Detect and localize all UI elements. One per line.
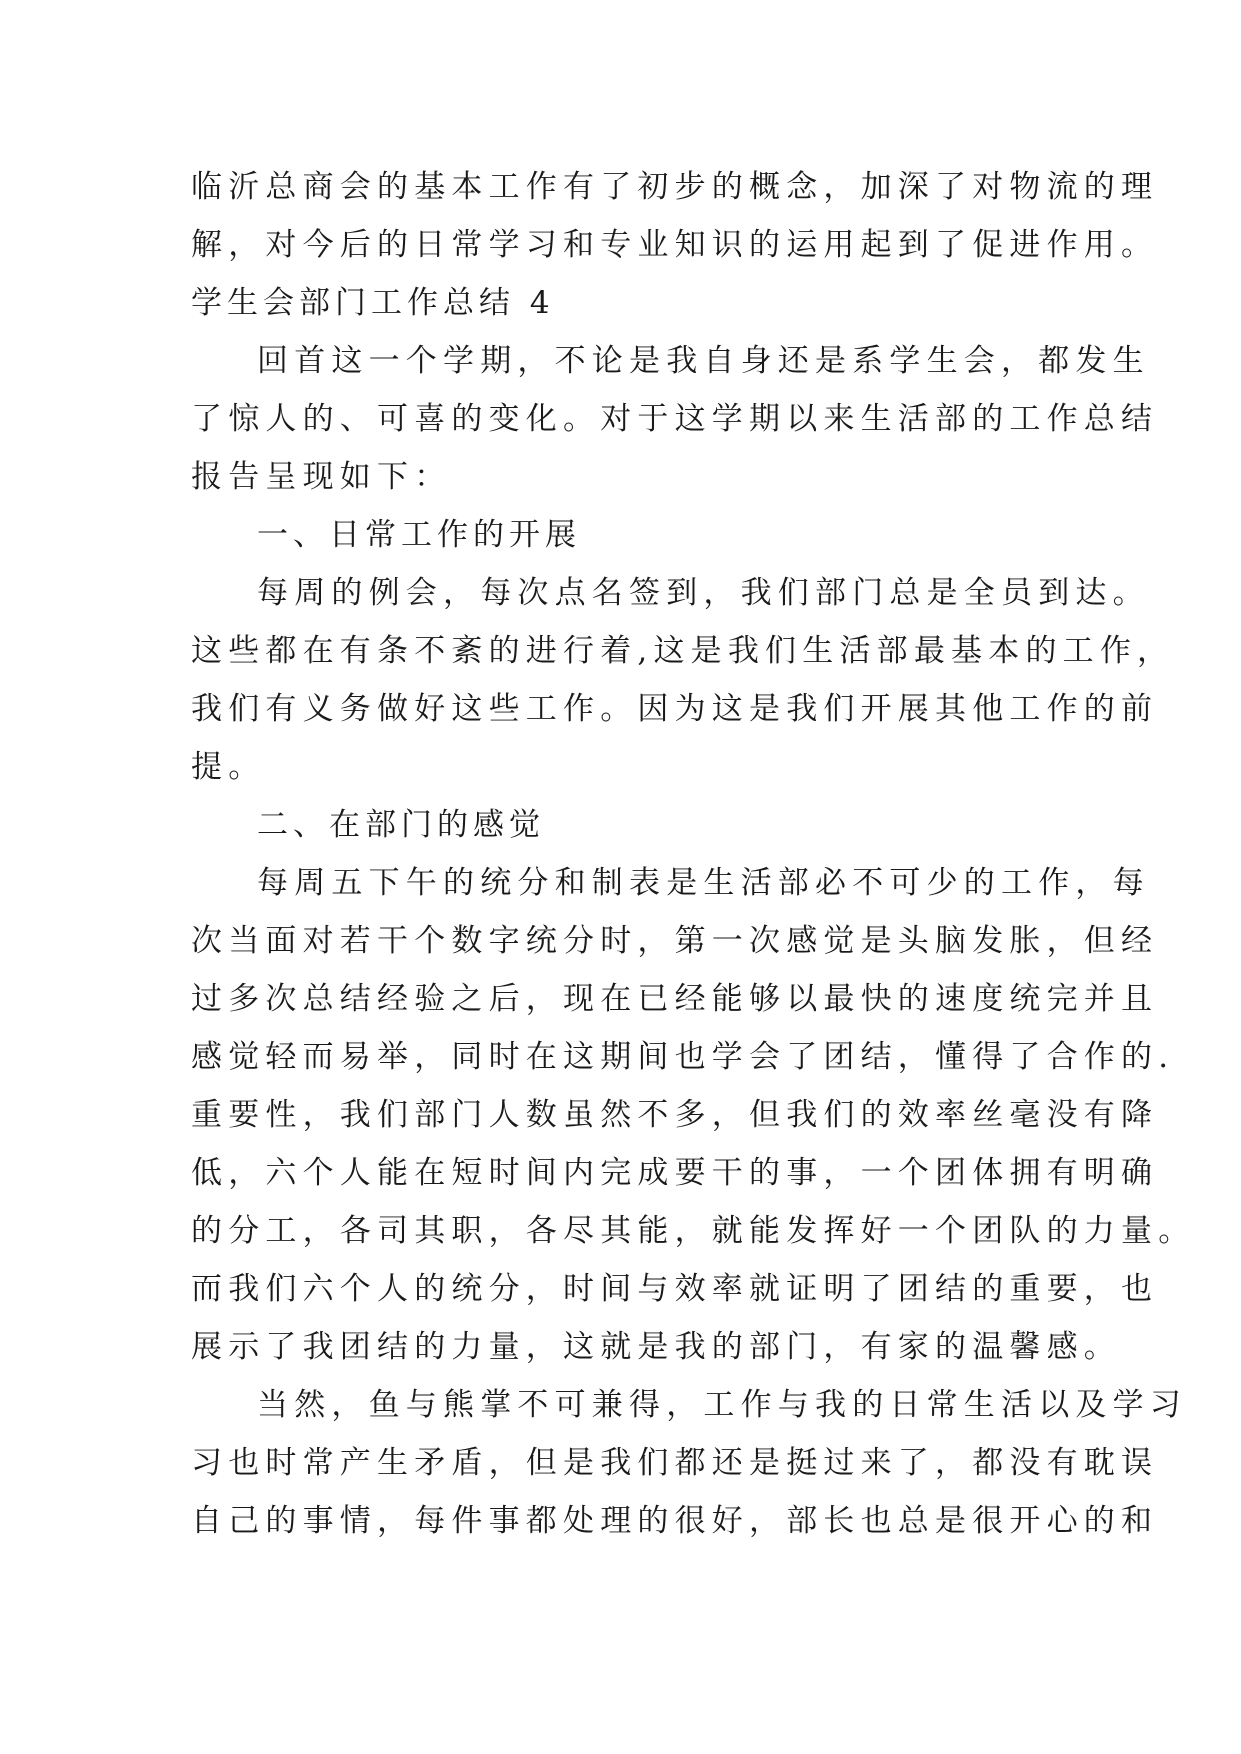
text-line: 展示了我团结的力量，这就是我的部门，有家的温馨感。 bbox=[191, 1329, 1121, 1365]
text-line: 了惊人的、可喜的变化。对于这学期以来生活部的工作总结 bbox=[191, 401, 1159, 437]
paragraph-start: 当然，鱼与熊掌不可兼得，工作与我的日常生活以及学习 bbox=[257, 1387, 1187, 1423]
text-line: 这些都在有条不紊的进行着,这是我们生活部最基本的工作， bbox=[191, 633, 1175, 669]
paragraph-start: 每周的例会，每次点名签到，我们部门总是全员到达。 bbox=[257, 575, 1150, 611]
text-line: 习也时常产生矛盾，但是我们都还是挺过来了，都没有耽误 bbox=[191, 1445, 1159, 1481]
text-line: 解，对今后的日常学习和专业知识的运用起到了促进作用。 bbox=[191, 227, 1159, 263]
text-line: 提。 bbox=[191, 749, 266, 785]
text-line: 自己的事情，每件事都处理的很好，部长也总是很开心的和 bbox=[191, 1503, 1159, 1539]
text-line: 过多次总结经验之后，现在已经能够以最快的速度统完并且 bbox=[191, 981, 1159, 1017]
text-line: 低，六个人能在短时间内完成要干的事，一个团体拥有明确 bbox=[191, 1155, 1159, 1191]
paragraph-start: 每周五下午的统分和制表是生活部必不可少的工作，每 bbox=[257, 865, 1150, 901]
text-line: 而我们六个人的统分，时间与效率就证明了团结的重要，也 bbox=[191, 1271, 1159, 1307]
section-title: 学生会部门工作总结 4 bbox=[191, 285, 555, 321]
text-line: 感觉轻而易举，同时在这期间也学会了团结，懂得了合作的. bbox=[191, 1039, 1175, 1075]
text-line: 我们有义务做好这些工作。因为这是我们开展其他工作的前 bbox=[191, 691, 1159, 727]
text-line: 重要性，我们部门人数虽然不多，但我们的效率丝毫没有降 bbox=[191, 1097, 1159, 1133]
text-line: 报告呈现如下： bbox=[191, 459, 452, 495]
text-line: 临沂总商会的基本工作有了初步的概念，加深了对物流的理 bbox=[191, 169, 1159, 205]
text-line: 的分工，各司其职，各尽其能，就能发挥好一个团队的力量。 bbox=[191, 1213, 1196, 1249]
subheading-daily-work: 一、日常工作的开展 bbox=[257, 517, 581, 553]
text-line: 次当面对若干个数字统分时，第一次感觉是头脑发胀，但经 bbox=[191, 923, 1159, 959]
document-body bbox=[191, 158, 1196, 1550]
subheading-department-feeling: 二、在部门的感觉 bbox=[257, 807, 545, 843]
paragraph-start: 回首这一个学期，不论是我自身还是系学生会，都发生 bbox=[257, 343, 1150, 379]
